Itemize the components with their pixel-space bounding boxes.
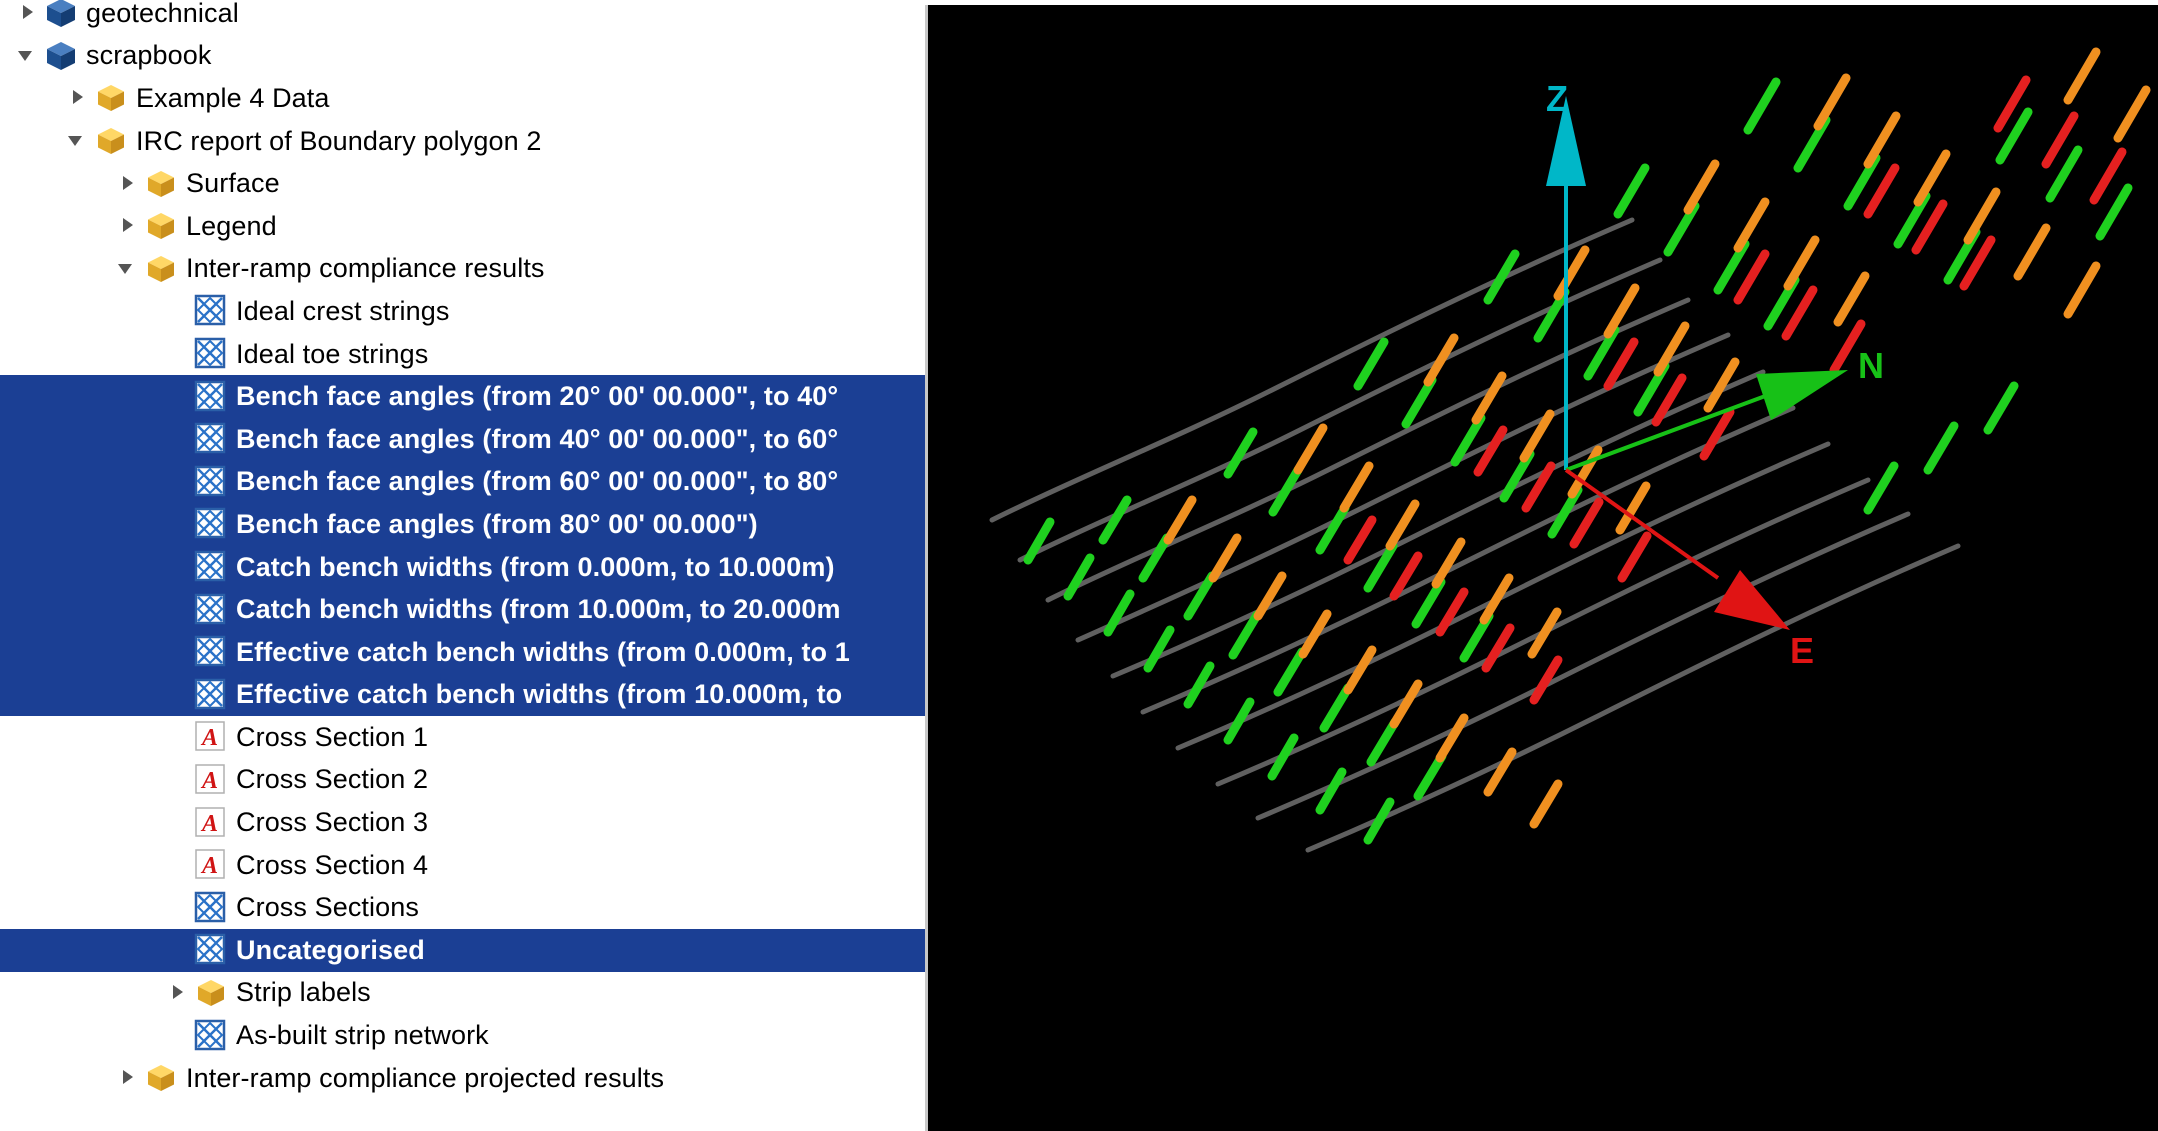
tree-item-label: Effective catch bench widths (from 10.000m, to [236,679,843,710]
mesh-object-icon [194,422,228,456]
tree-item[interactable] [0,120,928,163]
yellow-folder-cube-icon [144,167,178,201]
tree-spacer [164,808,194,838]
svg-text:A: A [201,810,219,837]
tree-spacer [164,935,194,965]
svg-text:A: A [201,725,219,752]
tree-spacer [164,1021,194,1051]
chevron-down-icon[interactable] [114,254,144,284]
tree-spacer [164,850,194,880]
tree-spacer [164,296,194,326]
mesh-object-icon [194,465,228,499]
tree-scroll-area[interactable] [0,0,928,1099]
east-axis-label [1790,630,1814,672]
z-axis-label-text: Z [1546,78,1568,119]
svg-text:A: A [201,853,219,880]
mesh-object-icon [194,337,228,371]
tree-item[interactable] [0,716,928,759]
mesh-object-icon [194,294,228,328]
tree-item[interactable] [0,801,928,844]
tree-item-label: Inter-ramp compliance results [186,253,545,284]
tree-item-label: Cross Section 2 [236,764,429,795]
tree-item[interactable] [0,546,928,589]
tree-item-label: Ideal toe strings [236,338,429,369]
tree-item[interactable] [0,248,928,291]
mesh-object-icon [194,1019,228,1053]
mesh-object-icon [194,380,228,414]
tree-item[interactable] [0,0,928,35]
blue-cube-icon [44,0,78,30]
tree-item[interactable] [0,588,928,631]
tree-item-label: Catch bench widths (from 10.000m, to 20.000m [236,594,841,625]
tree-item[interactable] [0,1057,928,1100]
annotation-a-icon [194,763,228,797]
z-axis-label [1546,78,1568,120]
tree-item[interactable] [0,162,928,205]
chevron-right-icon[interactable] [114,1063,144,1093]
tree-item-label: IRC report of Boundary polygon 2 [136,125,542,156]
north-axis-label-text: N [1858,345,1884,386]
viewport-top-border [925,0,2158,5]
chevron-right-icon[interactable] [14,0,44,28]
tree-item-label: Cross Section 1 [236,721,429,752]
3d-viewport[interactable] [928,0,2158,1131]
tree-item-label: Bench face angles (from 40° 00' 00.000", to 60° [236,423,839,454]
chevron-right-icon[interactable] [164,978,194,1008]
tree-spacer [164,339,194,369]
tree-item-label: Cross Sections [236,892,419,923]
mesh-object-icon [194,933,228,967]
chevron-down-icon[interactable] [14,41,44,71]
chevron-down-icon[interactable] [64,126,94,156]
tree-item[interactable] [0,929,928,972]
tree-spacer [164,382,194,412]
yellow-folder-cube-icon [144,252,178,286]
tree-spacer [164,637,194,667]
tree-item[interactable] [0,333,928,376]
east-axis-label-text: E [1790,630,1815,671]
yellow-folder-cube-icon [144,209,178,243]
tree-item[interactable] [0,631,928,674]
tree-item[interactable] [0,461,928,504]
tree-item-label: Strip labels [236,977,371,1008]
tree-spacer [164,424,194,454]
mesh-object-icon [194,891,228,925]
annotation-a-icon [194,848,228,882]
yellow-folder-cube-icon [144,1061,178,1095]
tree-item[interactable] [0,503,928,546]
tree-item[interactable] [0,1014,928,1057]
svg-text:A: A [201,767,219,794]
tree-spacer [164,893,194,923]
annotation-a-icon [194,720,228,754]
tree-item-label: Catch bench widths (from 0.000m, to 10.000m) [236,551,835,582]
tree-item[interactable] [0,205,928,248]
project-explorer-tree[interactable] [0,0,928,1131]
mesh-object-icon [194,635,228,669]
tree-item-label: scrapbook [86,40,212,71]
tree-item[interactable] [0,77,928,120]
chevron-right-icon[interactable] [114,169,144,199]
tree-item-label: geotechnical [86,0,239,28]
yellow-folder-cube-icon [94,124,128,158]
tree-item-label: Bench face angles (from 20° 00' 00.000", to 40° [236,381,839,412]
yellow-folder-cube-icon [194,976,228,1010]
chevron-right-icon[interactable] [64,83,94,113]
mesh-object-icon [194,678,228,712]
tree-spacer [164,467,194,497]
tree-item[interactable] [0,418,928,461]
tree-item-label: Bench face angles (from 80° 00' 00.000") [236,508,758,539]
mesh-object-icon [194,507,228,541]
tree-item-label: Bench face angles (from 60° 00' 00.000", to 80° [236,466,839,497]
tree-spacer [164,680,194,710]
tree-item-label: Inter-ramp compliance projected results [186,1062,665,1093]
chevron-right-icon[interactable] [114,211,144,241]
3d-scene [928,0,2158,1131]
tree-item[interactable] [0,35,928,78]
tree-item-label: Effective catch bench widths (from 0.000m, to 1 [236,636,850,667]
tree-spacer [164,509,194,539]
tree-item-label: Cross Section 4 [236,849,429,880]
tree-item[interactable] [0,972,928,1015]
tree-item[interactable] [0,759,928,802]
tree-item[interactable] [0,844,928,887]
tree-item-label: Example 4 Data [136,82,330,113]
tree-item-label: Cross Section 3 [236,807,429,838]
tree-item-label: Uncategorised [236,934,425,965]
tree-spacer [164,765,194,795]
yellow-folder-cube-icon [94,81,128,115]
tree-item[interactable] [0,375,928,418]
tree-spacer [164,595,194,625]
tree-spacer [164,722,194,752]
tree-item[interactable] [0,290,928,333]
tree-item-label: Legend [186,210,277,241]
mesh-object-icon [194,550,228,584]
blue-cube-icon [44,39,78,73]
tree-item-label: Surface [186,168,280,199]
tree-item-label: Ideal crest strings [236,295,450,326]
tree-item[interactable] [0,886,928,929]
mesh-object-icon [194,593,228,627]
north-axis-label [1858,345,1884,387]
tree-spacer [164,552,194,582]
annotation-a-icon [194,806,228,840]
tree-item[interactable] [0,674,928,717]
tree-item-label: As-built strip network [236,1020,489,1051]
